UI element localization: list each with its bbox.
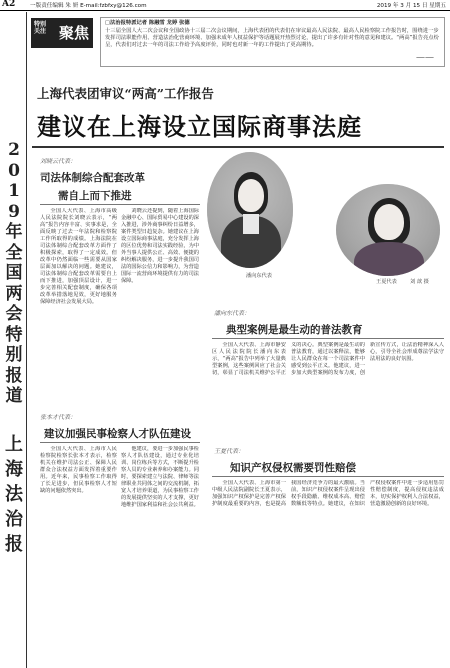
editor-info: 一版责任编辑 朱 妍 E-mail:fzbfxy@126.com [30,3,147,9]
page-header-bar [0,0,450,11]
photo-credit: 刘 歆 摄 [410,279,429,285]
sec4-byline: 王夏代表： [214,448,245,455]
photo-wang-xia [336,184,440,276]
sec1-subtitle: 需自上而下推进 [58,190,132,202]
photo2-caption: 王夏代表 [376,279,397,285]
photo1-caption: 潘向东代表 [246,273,272,279]
sec1-col1-text: 全国人大代表、上海市高级人民法院院长刘晓云表示，“两高”报告内容丰富、实事求是，全面反映了过去一年法院和检察院工作所取得的成绩。上海法院在司法体制综合配套改革方面作了积极探索，取得了一定成效。但改革中仍然面临一些需要从国家层面加以解决的问题。她建议，司法体制综合配套改革需要自上而下推进，加强顶层设计，进一步完善相关配套制度，确保各项改革举措落地见效，更好地服务保障经济社会发展大局。 [40,208,117,305]
focus-tag [31,18,93,48]
sec1-title: 司法体制综合配套改革 [40,172,145,184]
intro-decoration: —— [416,52,434,63]
sec2-rule [40,442,200,443]
sec3-text: 全国人大代表、上海市静安区人民法院院长潘向东表示，“两高”报告中列举了大量典型案例，这些案例回应了社会关切，彰显了司法机关维护公平正义的决心。典型案例是最生动的普法教育，通过以案释法，能够让人民群众在每一个司法案件中感受到公平正义。他建议，进一步加大典型案例的发布力度，创新宣传方式，让法治精神深入人心，引导全社会形成尊法学法守法用法的良好氛围。 [212,342,444,376]
section-sidebar [0,12,27,668]
main-headline: 建议在上海设立国际商事法庭 [37,112,362,141]
sec3-byline: 潘向东代表： [214,310,251,317]
newspaper-name: 上海法治报 [5,434,23,555]
sec1-rule [40,204,200,205]
sec3-title: 典型案例是最生动的普法教育 [226,324,363,336]
sec2-byline: 张本才代表： [40,414,77,421]
photo-pan-xiangdong [207,152,293,268]
sec2-text-1: 全国人大代表、上海市人民检察院检察长张本才表示，检察机关在维护司法公正、保障人民群众合法权益方面发挥着重要作用。近年来，民事检察工作取得了长足进步，但民事检察人才短缺的问题依然突出。 [40,446,117,494]
issue-date: 2019 年 3 月 15 日 星期五 [376,3,446,9]
sec1-column-1 [40,208,117,406]
sec1-column-2 [121,208,199,406]
focus-tag-small: 特别关注 [34,21,47,35]
sec4-title: 知识产权侵权需要罚性赔偿 [230,462,356,474]
sec2-title: 建议加强民事检察人才队伍建设 [44,428,191,440]
sec4-body [212,480,444,662]
sec3-body [212,342,444,438]
kicker-title: 上海代表团审议“两高”工作报告 [37,86,214,101]
sec2-column-1 [40,446,117,664]
sec4-text: 全国人大代表、上海市第一中级人民法院副院长王夏表示，加强知识产权保护是完善产权保护制度最重要的内容，也是提高我国经济竞争力的最大激励。当前，知识产权侵权案件呈现出侵权手段隐蔽、维权成本高、赔偿数额低等特点。她建议，在知识产权侵权案件中进一步适用惩罚性赔偿制度，提高侵权违法成本，切实保护权利人合法权益，营造激励创新的良好环境。 [212,480,444,507]
sec4-rule [212,476,444,477]
sec2-text-2: 他建议，要进一步加强民事检察人才队伍建设，通过专业化培训、岗位练兵等方式，不断提升检察人员的专业素养和办案能力。同时，要探索建立与法院、律师等法律职业共同体之间的交流机制，拓宽人才培养渠道，为民事检察工作的发展提供坚实的人才支撑，更好地维护国家利益和社会公共利益。 [121,446,199,508]
special-report-label: 2019年全国两会特别报道 [5,140,23,406]
intro-box [100,17,445,67]
headline-rule [32,146,444,148]
sec2-column-2 [121,446,199,664]
sec1-byline: 刘晓云代表： [40,158,77,165]
focus-tag-label: 聚焦 [58,24,89,42]
sec1-col2-text: 刘晓云还提到，随着上海国际金融中心、国际贸易中心建设的深入推进，涉外商事纠纷日益增多，案件类型日趋复杂。她建议在上海设立国际商事法庭，充分发挥上海的区位优势和司法实践经验，为中外当事人提供公正、高效、便捷的纠纷解决服务，进一步提升我国司法的国际公信力和影响力，为营造国际一流营商环境提供有力的司法保障。 [121,208,199,284]
intro-text: 十三届全国人大二次会议和全国政协十三届二次会议期间，上海代表团的代表们在审议最高人民法院、最高人民检察院工作报告时，围绕进一步发挥司法职能作用、营造法治化营商环境、加强未成年人权益保护等话题展开热烈讨论，提出了许多有针对性的意见和建议。“两高”报告亮点纷呈，代表们对过去一年的司法工作给予高度评价，同时也对新一年的工作提出了更高期待。 [105,28,439,49]
page-number: A2 [2,0,16,9]
reporter-credit: □法治报特派记者 陈融雪 龙婷 张德 [105,20,190,26]
sec3-rule [212,338,444,339]
